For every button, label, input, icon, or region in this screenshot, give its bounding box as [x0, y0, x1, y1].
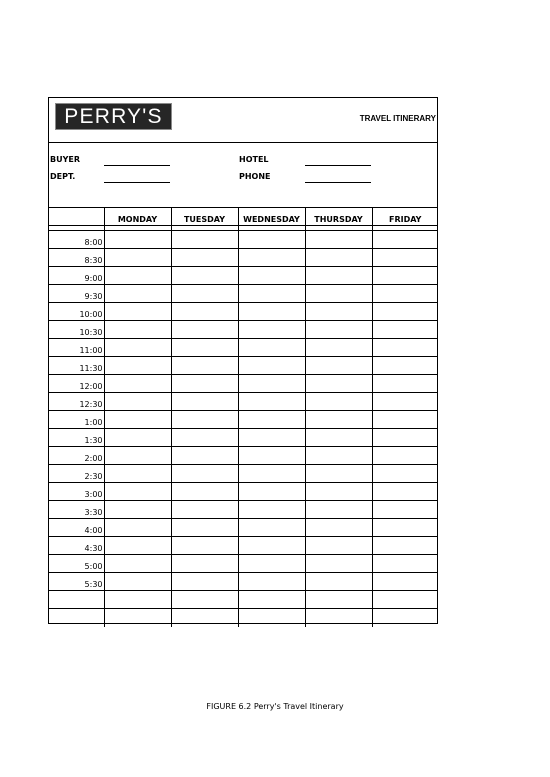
schedule-cell-wednesday[interactable] — [238, 231, 305, 249]
time-slot-row — [49, 537, 438, 555]
time-slot-row — [49, 357, 438, 375]
schedule-cell-wednesday[interactable] — [238, 357, 305, 375]
day-header-wednesday: WEDNESDAY — [238, 208, 305, 226]
schedule-cell-thursday[interactable] — [305, 609, 372, 627]
schedule-cell-friday[interactable] — [372, 537, 438, 555]
schedule-cell-monday[interactable] — [104, 519, 171, 537]
schedule-cell-tuesday[interactable] — [171, 231, 238, 249]
schedule-cell-wednesday[interactable] — [238, 249, 305, 267]
time-label: 2:00 — [49, 447, 104, 465]
schedule-cell-monday[interactable] — [104, 375, 171, 393]
schedule-cell-wednesday[interactable] — [238, 447, 305, 465]
time-slot-row — [49, 249, 438, 267]
schedule-cell-thursday[interactable] — [305, 321, 372, 339]
buyer-label: BUYER — [50, 155, 81, 164]
time-slot-row — [49, 609, 438, 627]
schedule-cell-thursday[interactable] — [305, 519, 372, 537]
schedule-cell-tuesday[interactable] — [171, 465, 238, 483]
schedule-cell-tuesday[interactable] — [171, 573, 238, 591]
time-label: 5:00 — [49, 555, 104, 573]
schedule-cell-monday[interactable] — [104, 447, 171, 465]
schedule-cell-monday[interactable] — [104, 501, 171, 519]
time-label: 1:30 — [49, 429, 104, 447]
day-header-monday: MONDAY — [104, 208, 171, 226]
schedule-cell-friday[interactable] — [372, 393, 438, 411]
schedule-cell-friday[interactable] — [372, 339, 438, 357]
schedule-cell-wednesday[interactable] — [238, 375, 305, 393]
schedule-cell-thursday[interactable] — [305, 555, 372, 573]
schedule-cell-monday[interactable] — [104, 339, 171, 357]
schedule-cell-friday[interactable] — [372, 357, 438, 375]
schedule-cell-tuesday[interactable] — [171, 393, 238, 411]
time-slot-row — [49, 303, 438, 321]
schedule-cell-thursday[interactable] — [305, 501, 372, 519]
schedule-cell-thursday[interactable] — [305, 249, 372, 267]
schedule-cell-tuesday[interactable] — [171, 591, 238, 609]
schedule-cell-thursday[interactable] — [305, 357, 372, 375]
schedule-cell-tuesday[interactable] — [171, 555, 238, 573]
schedule-cell-monday[interactable] — [104, 393, 171, 411]
schedule-cell-wednesday[interactable] — [238, 267, 305, 285]
schedule-cell-friday[interactable] — [372, 249, 438, 267]
schedule-cell-friday[interactable] — [372, 303, 438, 321]
header-divider — [49, 142, 437, 143]
time-slot-row — [49, 231, 438, 249]
time-label: 4:00 — [49, 519, 104, 537]
time-column-header — [49, 208, 104, 226]
schedule-cell-tuesday[interactable] — [171, 321, 238, 339]
schedule-table — [49, 207, 438, 627]
schedule-cell-thursday[interactable] — [305, 591, 372, 609]
schedule-cell-thursday[interactable] — [305, 267, 372, 285]
time-label — [49, 591, 104, 609]
schedule-cell-monday[interactable] — [104, 357, 171, 375]
schedule-cell-thursday[interactable] — [305, 483, 372, 501]
buyer-field[interactable] — [104, 165, 170, 166]
perrys-logo — [55, 103, 172, 130]
schedule-cell-monday[interactable] — [104, 321, 171, 339]
schedule-cell-wednesday[interactable] — [238, 321, 305, 339]
time-label: 9:30 — [49, 285, 104, 303]
schedule-cell-thursday[interactable] — [305, 537, 372, 555]
schedule-cell-tuesday[interactable] — [171, 501, 238, 519]
logo-text: PERRY'S — [64, 105, 163, 128]
schedule-cell-thursday[interactable] — [305, 303, 372, 321]
time-slot-row — [49, 501, 438, 519]
schedule-cell-tuesday[interactable] — [171, 249, 238, 267]
time-label: 10:00 — [49, 303, 104, 321]
time-label: 11:30 — [49, 357, 104, 375]
schedule-grid — [49, 207, 437, 627]
schedule-cell-friday[interactable] — [372, 591, 438, 609]
schedule-cell-monday[interactable] — [104, 429, 171, 447]
schedule-cell-friday[interactable] — [372, 375, 438, 393]
schedule-cell-tuesday[interactable] — [171, 609, 238, 627]
schedule-cell-wednesday[interactable] — [238, 393, 305, 411]
hotel-label: HOTEL — [239, 155, 269, 164]
time-label: 9:00 — [49, 267, 104, 285]
phone-field[interactable] — [305, 182, 371, 183]
day-header-tuesday: TUESDAY — [171, 208, 238, 226]
schedule-cell-wednesday[interactable] — [238, 573, 305, 591]
schedule-cell-monday[interactable] — [104, 303, 171, 321]
schedule-cell-friday[interactable] — [372, 321, 438, 339]
time-slot-row — [49, 321, 438, 339]
schedule-cell-thursday[interactable] — [305, 411, 372, 429]
time-slot-row — [49, 339, 438, 357]
schedule-cell-monday[interactable] — [104, 249, 171, 267]
time-label: 5:30 — [49, 573, 104, 591]
time-slot-row — [49, 285, 438, 303]
schedule-cell-tuesday[interactable] — [171, 447, 238, 465]
time-label: 12:30 — [49, 393, 104, 411]
schedule-cell-monday[interactable] — [104, 267, 171, 285]
time-slot-row — [49, 483, 438, 501]
time-slot-row — [49, 519, 438, 537]
time-slot-row — [49, 573, 438, 591]
schedule-cell-wednesday[interactable] — [238, 303, 305, 321]
schedule-cell-wednesday[interactable] — [238, 537, 305, 555]
schedule-cell-thursday[interactable] — [305, 573, 372, 591]
schedule-cell-wednesday[interactable] — [238, 429, 305, 447]
schedule-cell-friday[interactable] — [372, 519, 438, 537]
schedule-cell-monday[interactable] — [104, 465, 171, 483]
schedule-cell-friday[interactable] — [372, 429, 438, 447]
schedule-cell-thursday[interactable] — [305, 339, 372, 357]
schedule-cell-monday[interactable] — [104, 537, 171, 555]
schedule-cell-wednesday[interactable] — [238, 339, 305, 357]
schedule-cell-tuesday[interactable] — [171, 267, 238, 285]
schedule-cell-tuesday[interactable] — [171, 303, 238, 321]
day-header-friday: FRIDAY — [372, 208, 438, 226]
schedule-cell-friday[interactable] — [372, 483, 438, 501]
schedule-cell-tuesday[interactable] — [171, 519, 238, 537]
schedule-cell-tuesday[interactable] — [171, 339, 238, 357]
phone-label: PHONE — [239, 172, 271, 181]
schedule-cell-monday[interactable] — [104, 285, 171, 303]
time-label: 8:00 — [49, 231, 104, 249]
schedule-cell-thursday[interactable] — [305, 375, 372, 393]
travel-itinerary-form — [48, 97, 438, 624]
schedule-cell-wednesday[interactable] — [238, 591, 305, 609]
schedule-cell-friday[interactable] — [372, 573, 438, 591]
time-label: 10:30 — [49, 321, 104, 339]
schedule-cell-thursday[interactable] — [305, 447, 372, 465]
schedule-cell-tuesday[interactable] — [171, 411, 238, 429]
schedule-cell-wednesday[interactable] — [238, 465, 305, 483]
schedule-cell-monday[interactable] — [104, 231, 171, 249]
schedule-cell-monday[interactable] — [104, 591, 171, 609]
time-slot-row — [49, 393, 438, 411]
schedule-cell-tuesday[interactable] — [171, 285, 238, 303]
schedule-cell-friday[interactable] — [372, 609, 438, 627]
schedule-cell-wednesday[interactable] — [238, 285, 305, 303]
time-label: 1:00 — [49, 411, 104, 429]
schedule-cell-wednesday[interactable] — [238, 411, 305, 429]
time-slot-row — [49, 375, 438, 393]
schedule-cell-friday[interactable] — [372, 501, 438, 519]
schedule-cell-monday[interactable] — [104, 573, 171, 591]
time-slot-row — [49, 465, 438, 483]
schedule-cell-thursday[interactable] — [305, 429, 372, 447]
schedule-cell-friday[interactable] — [372, 555, 438, 573]
schedule-cell-wednesday[interactable] — [238, 519, 305, 537]
schedule-cell-wednesday[interactable] — [238, 501, 305, 519]
schedule-cell-monday[interactable] — [104, 411, 171, 429]
schedule-cell-thursday[interactable] — [305, 285, 372, 303]
schedule-cell-friday[interactable] — [372, 267, 438, 285]
time-label: 2:30 — [49, 465, 104, 483]
day-header-thursday: THURSDAY — [305, 208, 372, 226]
schedule-cell-friday[interactable] — [372, 447, 438, 465]
schedule-cell-tuesday[interactable] — [171, 375, 238, 393]
time-slot-row — [49, 429, 438, 447]
time-slot-row — [49, 555, 438, 573]
figure-caption: FIGURE 6.2 Perry's Travel Itinerary — [206, 702, 344, 711]
schedule-cell-tuesday[interactable] — [171, 537, 238, 555]
time-slot-row — [49, 447, 438, 465]
schedule-cell-tuesday[interactable] — [171, 429, 238, 447]
time-slot-row — [49, 267, 438, 285]
day-header-row — [49, 208, 438, 226]
schedule-cell-thursday[interactable] — [305, 393, 372, 411]
schedule-cell-friday[interactable] — [372, 285, 438, 303]
form-title: TRAVEL ITINERARY — [359, 114, 436, 123]
schedule-cell-wednesday[interactable] — [238, 609, 305, 627]
schedule-cell-friday[interactable] — [372, 231, 438, 249]
hotel-field[interactable] — [305, 165, 371, 166]
schedule-cell-thursday[interactable] — [305, 231, 372, 249]
schedule-cell-tuesday[interactable] — [171, 483, 238, 501]
time-label — [49, 609, 104, 627]
schedule-cell-tuesday[interactable] — [171, 357, 238, 375]
dept-label: DEPT. — [50, 172, 76, 181]
dept-field[interactable] — [104, 182, 170, 183]
schedule-cell-monday[interactable] — [104, 609, 171, 627]
time-label: 3:00 — [49, 483, 104, 501]
time-slot-row — [49, 411, 438, 429]
time-label: 11:00 — [49, 339, 104, 357]
schedule-cell-wednesday[interactable] — [238, 483, 305, 501]
time-label: 3:30 — [49, 501, 104, 519]
schedule-cell-monday[interactable] — [104, 555, 171, 573]
time-slot-row — [49, 591, 438, 609]
time-label: 4:30 — [49, 537, 104, 555]
schedule-cell-friday[interactable] — [372, 411, 438, 429]
time-label: 8:30 — [49, 249, 104, 267]
schedule-cell-wednesday[interactable] — [238, 555, 305, 573]
schedule-cell-monday[interactable] — [104, 483, 171, 501]
time-label: 12:00 — [49, 375, 104, 393]
schedule-cell-thursday[interactable] — [305, 465, 372, 483]
schedule-cell-friday[interactable] — [372, 465, 438, 483]
